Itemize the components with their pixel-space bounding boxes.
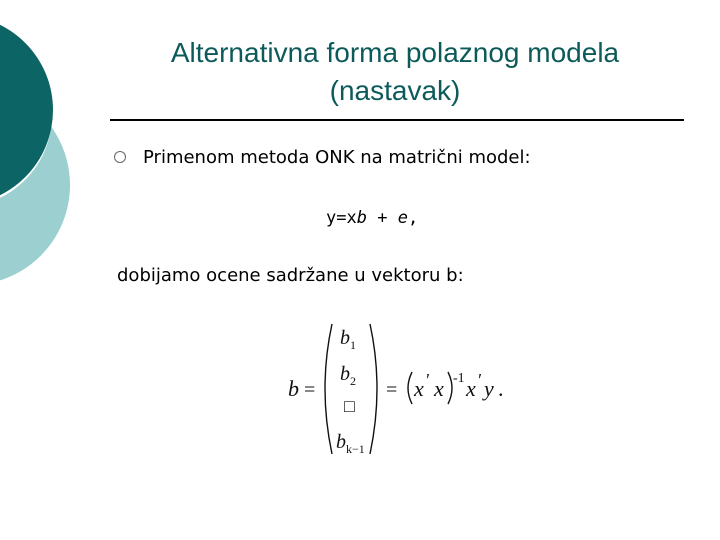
formula-prime-2: ′ bbox=[477, 370, 481, 390]
matrix-model-equation bbox=[326, 208, 418, 228]
bullet-text: Primenom metoda ONK na matrični model: bbox=[143, 147, 531, 168]
title-line-1: Alternativna forma polaznog modela bbox=[170, 37, 620, 68]
formula-equals-2: = bbox=[386, 379, 398, 401]
formula-inverse-exponent: -1 bbox=[453, 371, 465, 386]
vector-left-paren bbox=[325, 324, 332, 454]
formula-lhs: b bbox=[288, 376, 299, 401]
slide-title bbox=[110, 34, 680, 110]
formula-y: y bbox=[484, 376, 494, 401]
vector-entry-last: $b_{k-1}$ bbox=[336, 431, 365, 456]
equation-plus: + bbox=[366, 208, 398, 228]
formula-x3: x bbox=[466, 376, 476, 401]
equation-b: b bbox=[356, 208, 367, 228]
formula-x1: x bbox=[414, 376, 424, 401]
formula-x2: x bbox=[434, 376, 444, 401]
equation-lhs: y=x bbox=[326, 208, 357, 228]
ols-estimator-formula bbox=[282, 318, 522, 463]
inverse-left-paren bbox=[408, 372, 412, 404]
decorative-circles bbox=[0, 0, 80, 300]
equation-comma: , bbox=[407, 208, 419, 228]
title-line-2: (nastavak) bbox=[329, 75, 461, 106]
vector-right-paren bbox=[370, 324, 377, 454]
bullet-circle-icon bbox=[114, 151, 126, 163]
title-underline bbox=[110, 119, 684, 121]
vector-entry-1: $b_1$ bbox=[340, 327, 356, 352]
inverse-right-paren bbox=[448, 372, 452, 404]
formula-prime-1: ′ bbox=[425, 370, 429, 390]
vector-entry-placeholder: □ bbox=[344, 396, 355, 416]
vector-entry-2: $b_2$ bbox=[340, 363, 356, 388]
result-text: dobijamo ocene sadržane u vektoru b: bbox=[117, 265, 464, 286]
formula-period: . bbox=[498, 376, 504, 401]
formula-equals: = bbox=[304, 379, 316, 401]
equation-e: e bbox=[397, 208, 408, 228]
